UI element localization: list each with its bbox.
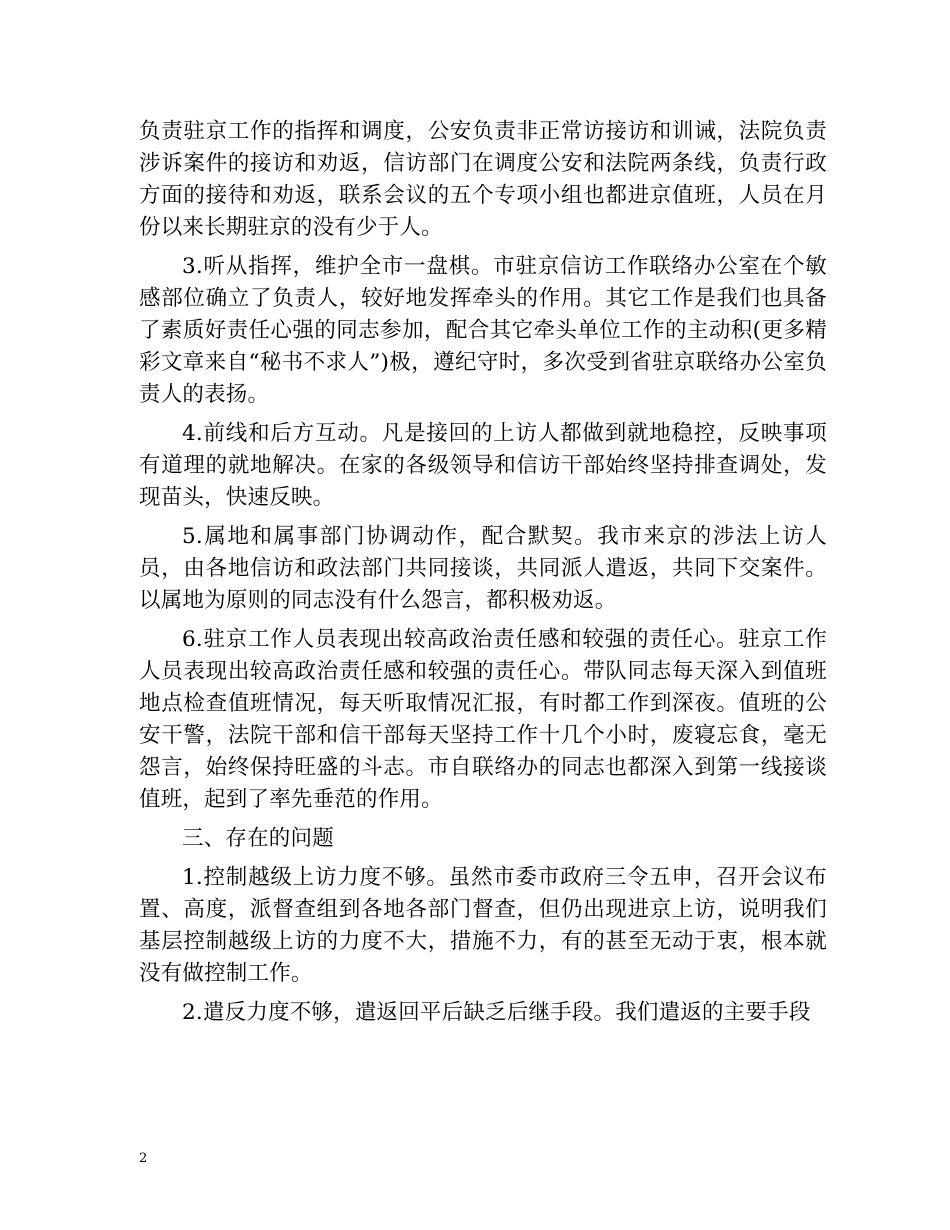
- paragraph-6: 1.控制越级上访力度不够。虽然市委市政府三令五申，召开会议布置、高度，派督查组到各地各部门督查，但仍出现进京上访，说明我们基层控制越级上访的力度不大，措施不力，有的甚至无动于衷，根本就没有做控制工作。: [139, 865, 827, 986]
- paragraph-4: 5.属地和属事部门协调动作，配合默契。我市来京的涉法上访人员，由各地信访和政法部门共同接谈，共同派人遣返，共同下交案件。以属地为原则的同志没有什么怨言，都积极劝返。: [139, 524, 827, 613]
- section-heading: 三、存在的问题: [182, 826, 334, 851]
- body-text: [139, 116, 827, 1029]
- paragraph-2: 3.听从指挥，维护全市一盘棋。市驻京信访工作联络办公室在个敏感部位确立了负责人，较好地发挥牵头的作用。其它工作是我们也具备了素质好责任心强的同志参加，配合其它牵头单位工作的主动积(更多精彩文章来自“秘书不求人”)极，遵纪守时，多次受到省驻京联络办公室负责人的表扬。: [139, 254, 827, 407]
- paragraph-7: 2.遣反力度不够，遣返回平后缺乏后继手段。我们遣返的主要手段: [182, 1000, 811, 1025]
- paragraph-3: 4.前线和后方互动。凡是接回的上访人都做到就地稳控，反映事项有道理的就地解决。在家的各级领导和信访干部始终坚持排查调处，发现苗头，快速反映。: [139, 421, 827, 510]
- paragraph-5: 6.驻京工作人员表现出较高政治责任感和较强的责任心。驻京工作人员表现出较高政治责任感和较强的责任心。带队同志每天深入到值班地点检查值班情况，每天听取情况汇报，有时都工作到深夜。值班的公安干警，法院干部和信干部每天坚持工作十几个小时，废寝忘食，毫无怨言，始终保持旺盛的斗志。市自联络办的同志也都深入到第一线接谈值班，起到了率先垂范的作用。: [139, 627, 827, 812]
- paragraph-1: 负责驻京工作的指挥和调度，公安负责非正常访接访和训诫，法院负责涉诉案件的接访和劝返，信访部门在调度公安和法院两条线，负责行政方面的接待和劝返，联系会议的五个专项小组也都进京值班，人员在月份以来长期驻京的没有少于人。: [139, 119, 827, 240]
- page-number: 2: [139, 1151, 148, 1166]
